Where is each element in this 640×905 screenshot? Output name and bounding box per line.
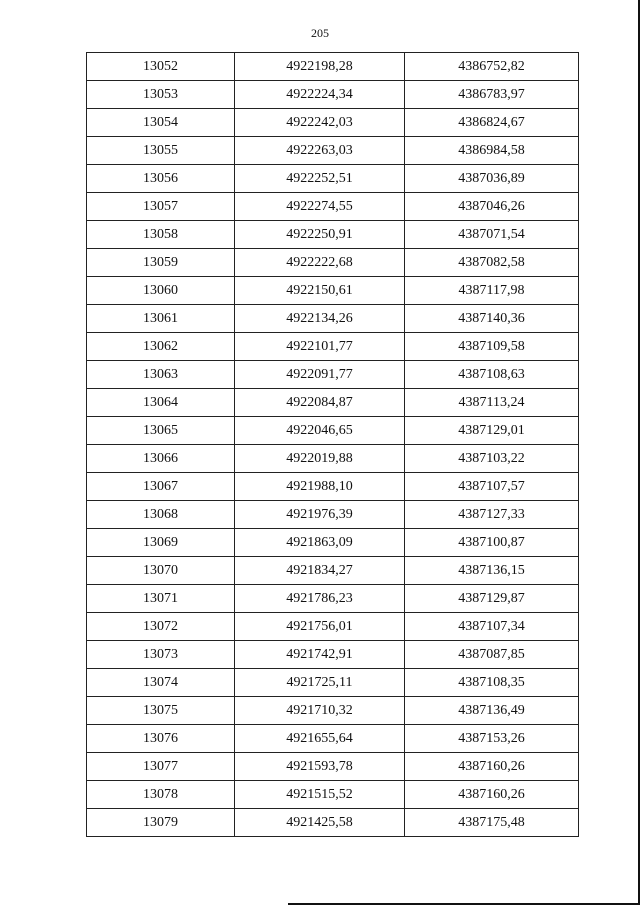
- point-number-cell: 13075: [87, 697, 235, 725]
- table-row: [87, 165, 579, 193]
- y-coordinate-cell: 4387108,35: [405, 669, 579, 697]
- table-row: [87, 473, 579, 501]
- x-coordinate-cell: 4921976,39: [235, 501, 405, 529]
- y-coordinate-cell: 4387117,98: [405, 277, 579, 305]
- point-number-cell: 13074: [87, 669, 235, 697]
- x-coordinate-cell: 4922224,34: [235, 81, 405, 109]
- point-number-cell: 13076: [87, 725, 235, 753]
- table-row: [87, 641, 579, 669]
- point-number-cell: 13053: [87, 81, 235, 109]
- x-coordinate-cell: 4921742,91: [235, 641, 405, 669]
- y-coordinate-cell: 4387140,36: [405, 305, 579, 333]
- y-coordinate-cell: 4387107,34: [405, 613, 579, 641]
- x-coordinate-cell: 4922263,03: [235, 137, 405, 165]
- point-number-cell: 13055: [87, 137, 235, 165]
- point-number-cell: 13054: [87, 109, 235, 137]
- table-row: [87, 725, 579, 753]
- x-coordinate-cell: 4921786,23: [235, 585, 405, 613]
- table-row: [87, 669, 579, 697]
- x-coordinate-cell: 4921515,52: [235, 781, 405, 809]
- x-coordinate-cell: 4922198,28: [235, 53, 405, 81]
- y-coordinate-cell: 4386984,58: [405, 137, 579, 165]
- x-coordinate-cell: 4921710,32: [235, 697, 405, 725]
- point-number-cell: 13069: [87, 529, 235, 557]
- y-coordinate-cell: 4387108,63: [405, 361, 579, 389]
- point-number-cell: 13064: [87, 389, 235, 417]
- point-number-cell: 13077: [87, 753, 235, 781]
- table-row: [87, 389, 579, 417]
- y-coordinate-cell: 4387100,87: [405, 529, 579, 557]
- x-coordinate-cell: 4921655,64: [235, 725, 405, 753]
- point-number-cell: 13059: [87, 249, 235, 277]
- x-coordinate-cell: 4922150,61: [235, 277, 405, 305]
- point-number-cell: 13078: [87, 781, 235, 809]
- y-coordinate-cell: 4387071,54: [405, 221, 579, 249]
- point-number-cell: 13063: [87, 361, 235, 389]
- x-coordinate-cell: 4921593,78: [235, 753, 405, 781]
- table-row: [87, 53, 579, 81]
- table-row: [87, 585, 579, 613]
- x-coordinate-cell: 4921834,27: [235, 557, 405, 585]
- y-coordinate-cell: 4386752,82: [405, 53, 579, 81]
- coordinates-table: [86, 52, 579, 837]
- table-row: [87, 249, 579, 277]
- y-coordinate-cell: 4387153,26: [405, 725, 579, 753]
- table-row: [87, 137, 579, 165]
- table-row: [87, 445, 579, 473]
- table-row: [87, 277, 579, 305]
- x-coordinate-cell: 4922242,03: [235, 109, 405, 137]
- y-coordinate-cell: 4387160,26: [405, 753, 579, 781]
- table-row: [87, 109, 579, 137]
- y-coordinate-cell: 4387107,57: [405, 473, 579, 501]
- table-row: [87, 221, 579, 249]
- point-number-cell: 13060: [87, 277, 235, 305]
- y-coordinate-cell: 4387129,87: [405, 585, 579, 613]
- y-coordinate-cell: 4387109,58: [405, 333, 579, 361]
- table-row: [87, 501, 579, 529]
- x-coordinate-cell: 4922019,88: [235, 445, 405, 473]
- x-coordinate-cell: 4922252,51: [235, 165, 405, 193]
- point-number-cell: 13070: [87, 557, 235, 585]
- y-coordinate-cell: 4387113,24: [405, 389, 579, 417]
- point-number-cell: 13071: [87, 585, 235, 613]
- y-coordinate-cell: 4387082,58: [405, 249, 579, 277]
- y-coordinate-cell: 4387160,26: [405, 781, 579, 809]
- point-number-cell: 13067: [87, 473, 235, 501]
- y-coordinate-cell: 4386783,97: [405, 81, 579, 109]
- point-number-cell: 13061: [87, 305, 235, 333]
- x-coordinate-cell: 4922250,91: [235, 221, 405, 249]
- y-coordinate-cell: 4387046,26: [405, 193, 579, 221]
- x-coordinate-cell: 4922091,77: [235, 361, 405, 389]
- x-coordinate-cell: 4922222,68: [235, 249, 405, 277]
- table-row: [87, 417, 579, 445]
- y-coordinate-cell: 4387129,01: [405, 417, 579, 445]
- table-row: [87, 529, 579, 557]
- y-coordinate-cell: 4387136,49: [405, 697, 579, 725]
- point-number-cell: 13079: [87, 809, 235, 837]
- x-coordinate-cell: 4921863,09: [235, 529, 405, 557]
- point-number-cell: 13065: [87, 417, 235, 445]
- y-coordinate-cell: 4387136,15: [405, 557, 579, 585]
- x-coordinate-cell: 4922101,77: [235, 333, 405, 361]
- table-row: [87, 361, 579, 389]
- table-row: [87, 305, 579, 333]
- table-row: [87, 81, 579, 109]
- point-number-cell: 13066: [87, 445, 235, 473]
- table-row: [87, 697, 579, 725]
- x-coordinate-cell: 4921988,10: [235, 473, 405, 501]
- point-number-cell: 13056: [87, 165, 235, 193]
- table-row: [87, 557, 579, 585]
- table-row: [87, 809, 579, 837]
- point-number-cell: 13057: [87, 193, 235, 221]
- y-coordinate-cell: 4387087,85: [405, 641, 579, 669]
- table-row: [87, 613, 579, 641]
- x-coordinate-cell: 4922274,55: [235, 193, 405, 221]
- table-row: [87, 333, 579, 361]
- x-coordinate-cell: 4922046,65: [235, 417, 405, 445]
- point-number-cell: 13058: [87, 221, 235, 249]
- x-coordinate-cell: 4922134,26: [235, 305, 405, 333]
- x-coordinate-cell: 4922084,87: [235, 389, 405, 417]
- y-coordinate-cell: 4387103,22: [405, 445, 579, 473]
- y-coordinate-cell: 4387175,48: [405, 809, 579, 837]
- x-coordinate-cell: 4921756,01: [235, 613, 405, 641]
- point-number-cell: 13062: [87, 333, 235, 361]
- point-number-cell: 13073: [87, 641, 235, 669]
- point-number-cell: 13068: [87, 501, 235, 529]
- table-row: [87, 753, 579, 781]
- table-row: [87, 781, 579, 809]
- table-row: [87, 193, 579, 221]
- point-number-cell: 13052: [87, 53, 235, 81]
- x-coordinate-cell: 4921425,58: [235, 809, 405, 837]
- x-coordinate-cell: 4921725,11: [235, 669, 405, 697]
- y-coordinate-cell: 4386824,67: [405, 109, 579, 137]
- y-coordinate-cell: 4387036,89: [405, 165, 579, 193]
- coordinates-table-body: [87, 53, 579, 837]
- point-number-cell: 13072: [87, 613, 235, 641]
- page-number: 205: [311, 26, 329, 40]
- y-coordinate-cell: 4387127,33: [405, 501, 579, 529]
